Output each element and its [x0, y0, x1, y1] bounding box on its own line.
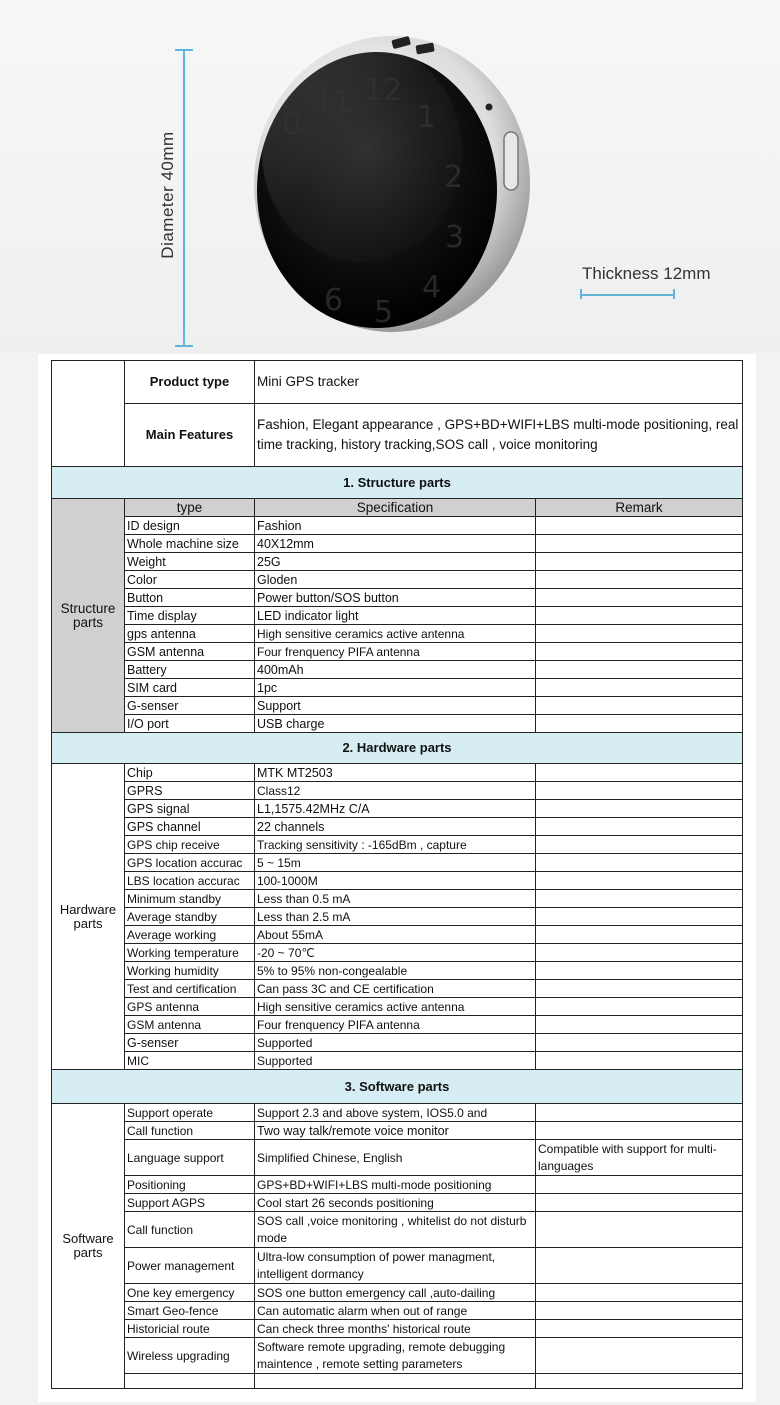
row-remark [536, 1176, 743, 1194]
row-remark [536, 818, 743, 836]
dial-number-5: 5 [374, 295, 394, 330]
row-remark [536, 553, 743, 571]
table-row [52, 697, 743, 715]
row-spec: Ultra-low consumption of power managment, intelligent dormancy [255, 1248, 536, 1284]
row-type: Chip [125, 764, 255, 782]
row-type: Minimum standby [125, 890, 255, 908]
table-row [52, 800, 743, 818]
sos-side-button [504, 132, 518, 190]
row-remark [536, 890, 743, 908]
row-remark [536, 571, 743, 589]
row-remark [536, 1016, 743, 1034]
row-type: I/O port [125, 715, 255, 733]
row-type: GPS signal [125, 800, 255, 818]
row-type: Power management [125, 1248, 255, 1284]
row-type: One key emergency [125, 1284, 255, 1302]
row-type: Language support [125, 1140, 255, 1176]
row-remark [536, 589, 743, 607]
row-type: Support operate [125, 1104, 255, 1122]
table-row [52, 1320, 743, 1338]
row-remark [536, 607, 743, 625]
table-row [52, 998, 743, 1016]
row-type: GSM antenna [125, 643, 255, 661]
row-spec: Class12 [255, 782, 536, 800]
table-row [52, 571, 743, 589]
row-type: Smart Geo-fence [125, 1302, 255, 1320]
row-type: Test and certification [125, 980, 255, 998]
row-spec: Four frenquency PIFA antenna [255, 643, 536, 661]
main-features-value: Fashion, Elegant appearance , GPS+BD+WIFI+LBS multi-mode positioning, real time tracking, history tracking,SOS call , voice monitoring [255, 404, 743, 467]
row-spec: L1,1575.42MHz C/A [255, 800, 536, 818]
row-type: GPS chip receive [125, 836, 255, 854]
row-spec: Less than 2.5 mA [255, 908, 536, 926]
table-row [52, 1016, 743, 1034]
row-type: Average working [125, 926, 255, 944]
spec-table [51, 360, 743, 1389]
table-row [52, 1034, 743, 1052]
row-spec: USB charge [255, 715, 536, 733]
row-spec: Supported [255, 1034, 536, 1052]
row-type: Battery [125, 661, 255, 679]
row-remark [536, 517, 743, 535]
dial-number-6: 6 [324, 283, 344, 318]
device-face-gloss [262, 42, 465, 262]
product-type-value: Mini GPS tracker [255, 361, 743, 404]
row-remark [536, 836, 743, 854]
row-spec: High sensitive ceramics active antenna [255, 625, 536, 643]
row-remark [536, 661, 743, 679]
row-type [125, 1374, 255, 1389]
row-spec: Simplified Chinese, English [255, 1140, 536, 1176]
row-type: Average standby [125, 908, 255, 926]
row-type: Call function [125, 1212, 255, 1248]
diameter-dimension-line [183, 50, 185, 346]
row-spec: 100-1000M [255, 872, 536, 890]
column-header-remark: Remark [536, 499, 743, 517]
row-type: LBS location accurac [125, 872, 255, 890]
table-row [52, 535, 743, 553]
row-spec: LED indicator light [255, 607, 536, 625]
row-remark [536, 854, 743, 872]
table-row [52, 1104, 743, 1122]
row-remark [536, 962, 743, 980]
table-row [52, 553, 743, 571]
row-remark [536, 1374, 743, 1389]
row-remark [536, 1122, 743, 1140]
row-remark [536, 944, 743, 962]
row-spec: 1pc [255, 679, 536, 697]
row-remark [536, 1248, 743, 1284]
product-hero [0, 0, 780, 352]
row-spec: Can pass 3C and CE certification [255, 980, 536, 998]
table-row [52, 1374, 743, 1389]
row-spec: 25G [255, 553, 536, 571]
row-spec: Support 2.3 and above system, IOS5.0 and [255, 1104, 536, 1122]
table-row [52, 1194, 743, 1212]
table-row [52, 890, 743, 908]
row-spec: Power button/SOS button [255, 589, 536, 607]
row-remark [536, 535, 743, 553]
table-row [52, 679, 743, 697]
row-remark [536, 1194, 743, 1212]
dial-number-2: 2 [444, 160, 464, 195]
section-header-software [52, 1070, 743, 1104]
section-title: 3. Software parts [52, 1070, 743, 1104]
row-spec: Cool start 26 seconds positioning [255, 1194, 536, 1212]
table-row [52, 607, 743, 625]
row-spec: 22 channels [255, 818, 536, 836]
diameter-dimension-cap-bottom [175, 345, 193, 347]
row-type: gps antenna [125, 625, 255, 643]
table-row [52, 661, 743, 679]
table-row [52, 836, 743, 854]
row-type: GPS channel [125, 818, 255, 836]
row-type: Weight [125, 553, 255, 571]
table-row [52, 764, 743, 782]
row-remark [536, 800, 743, 818]
row-spec: 5 ~ 15m [255, 854, 536, 872]
table-row [52, 589, 743, 607]
row-spec: Supported [255, 1052, 536, 1070]
dial-number-1: 1 [417, 100, 437, 135]
row-remark [536, 782, 743, 800]
table-row [52, 926, 743, 944]
row-type: ID design [125, 517, 255, 535]
row-remark [536, 998, 743, 1016]
table-row [52, 625, 743, 643]
main-features-row [52, 404, 743, 467]
row-spec: Support [255, 697, 536, 715]
row-type: G-senser [125, 697, 255, 715]
product-type-label: Product type [125, 361, 255, 404]
column-header-row [52, 499, 743, 517]
row-spec: Gloden [255, 571, 536, 589]
row-remark [536, 1104, 743, 1122]
row-type: GPS location accurac [125, 854, 255, 872]
table-row [52, 1212, 743, 1248]
section-header-structure [52, 467, 743, 499]
row-remark [536, 625, 743, 643]
row-remark [536, 1052, 743, 1070]
row-type: Positioning [125, 1176, 255, 1194]
row-type: Color [125, 571, 255, 589]
indicator-led [486, 104, 493, 111]
section-header-hardware [52, 733, 743, 764]
dial-number-3: 3 [445, 220, 465, 255]
row-type: SIM card [125, 679, 255, 697]
table-row [52, 908, 743, 926]
row-spec: 400mAh [255, 661, 536, 679]
row-spec: Two way talk/remote voice monitor [255, 1122, 536, 1140]
row-spec: 5% to 95% non-congealable [255, 962, 536, 980]
table-row [52, 782, 743, 800]
row-type: Call function [125, 1122, 255, 1140]
table-row [52, 643, 743, 661]
table-row [52, 517, 743, 535]
row-spec: -20 ~ 70℃ [255, 944, 536, 962]
row-remark [536, 679, 743, 697]
row-type: Time display [125, 607, 255, 625]
row-remark [536, 643, 743, 661]
row-remark: Compatible with support for multi-languages [536, 1140, 743, 1176]
row-spec: Can check three months' historical route [255, 1320, 536, 1338]
row-spec: 40X12mm [255, 535, 536, 553]
table-row [52, 854, 743, 872]
thickness-dimension-line [581, 294, 675, 296]
row-type: Wireless upgrading [125, 1338, 255, 1374]
row-type: Working humidity [125, 962, 255, 980]
dial-number-12: 12 [364, 73, 403, 108]
row-remark [536, 1034, 743, 1052]
row-remark [536, 908, 743, 926]
gps-tracker-device-image [242, 32, 532, 340]
row-type: GPS antenna [125, 998, 255, 1016]
row-remark [536, 1302, 743, 1320]
row-spec: Four frenquency PIFA antenna [255, 1016, 536, 1034]
row-spec: About 55mA [255, 926, 536, 944]
row-remark [536, 1338, 743, 1374]
header-blank-cell [52, 361, 125, 467]
row-type: MIC [125, 1052, 255, 1070]
column-header-type: type [125, 499, 255, 517]
thickness-label: Thickness 12mm [582, 264, 711, 283]
dial-number-11: 11 [314, 85, 353, 120]
row-type: Support AGPS [125, 1194, 255, 1212]
dial-number-4: 4 [422, 270, 442, 305]
row-spec: High sensitive ceramics active antenna [255, 998, 536, 1016]
table-row [52, 1122, 743, 1140]
row-spec: Software remote upgrading, remote debugging maintence , remote setting parameters [255, 1338, 536, 1374]
table-row [52, 818, 743, 836]
table-row [52, 944, 743, 962]
row-type: Historicial route [125, 1320, 255, 1338]
dial-number-0: 0 [282, 107, 302, 142]
row-spec: SOS one button emergency call ,auto-dailing [255, 1284, 536, 1302]
row-remark [536, 715, 743, 733]
thickness-dimension-cap-left [580, 289, 582, 299]
row-remark [536, 926, 743, 944]
row-spec: Tracking sensitivity : -165dBm , capture [255, 836, 536, 854]
row-remark [536, 1320, 743, 1338]
table-row [52, 980, 743, 998]
row-spec: SOS call ,voice monitoring , whitelist do not disturb mode [255, 1212, 536, 1248]
product-type-row [52, 361, 743, 404]
row-remark [536, 872, 743, 890]
row-type: G-senser [125, 1034, 255, 1052]
table-row [52, 715, 743, 733]
row-type: Working temperature [125, 944, 255, 962]
row-remark [536, 1212, 743, 1248]
diameter-label: Diameter 40mm [158, 131, 177, 259]
table-row [52, 1338, 743, 1374]
section-title: 2. Hardware parts [52, 733, 743, 764]
table-row [52, 1052, 743, 1070]
spec-sheet [38, 354, 756, 1402]
software-group-label: Software parts [52, 1104, 125, 1389]
hardware-group-label: Hardware parts [52, 764, 125, 1070]
row-type: Button [125, 589, 255, 607]
row-remark [536, 697, 743, 715]
table-row [52, 1140, 743, 1176]
row-spec: Fashion [255, 517, 536, 535]
row-spec: GPS+BD+WIFI+LBS multi-mode positioning [255, 1176, 536, 1194]
diameter-dimension-cap-top [175, 49, 193, 51]
row-remark [536, 764, 743, 782]
row-type: GPRS [125, 782, 255, 800]
row-remark [536, 1284, 743, 1302]
thickness-dimension-cap-right [673, 289, 675, 299]
table-row [52, 1248, 743, 1284]
row-spec: MTK MT2503 [255, 764, 536, 782]
row-type: GSM antenna [125, 1016, 255, 1034]
table-row [52, 962, 743, 980]
row-spec [255, 1374, 536, 1389]
table-row [52, 872, 743, 890]
row-type: Whole machine size [125, 535, 255, 553]
table-row [52, 1176, 743, 1194]
row-remark [536, 980, 743, 998]
table-row [52, 1302, 743, 1320]
table-row [52, 1284, 743, 1302]
main-features-label: Main Features [125, 404, 255, 467]
row-spec: Can automatic alarm when out of range [255, 1302, 536, 1320]
section-title: 1. Structure parts [52, 467, 743, 499]
column-header-specification: Specification [255, 499, 536, 517]
row-spec: Less than 0.5 mA [255, 890, 536, 908]
structure-group-label: Structure parts [52, 499, 125, 733]
